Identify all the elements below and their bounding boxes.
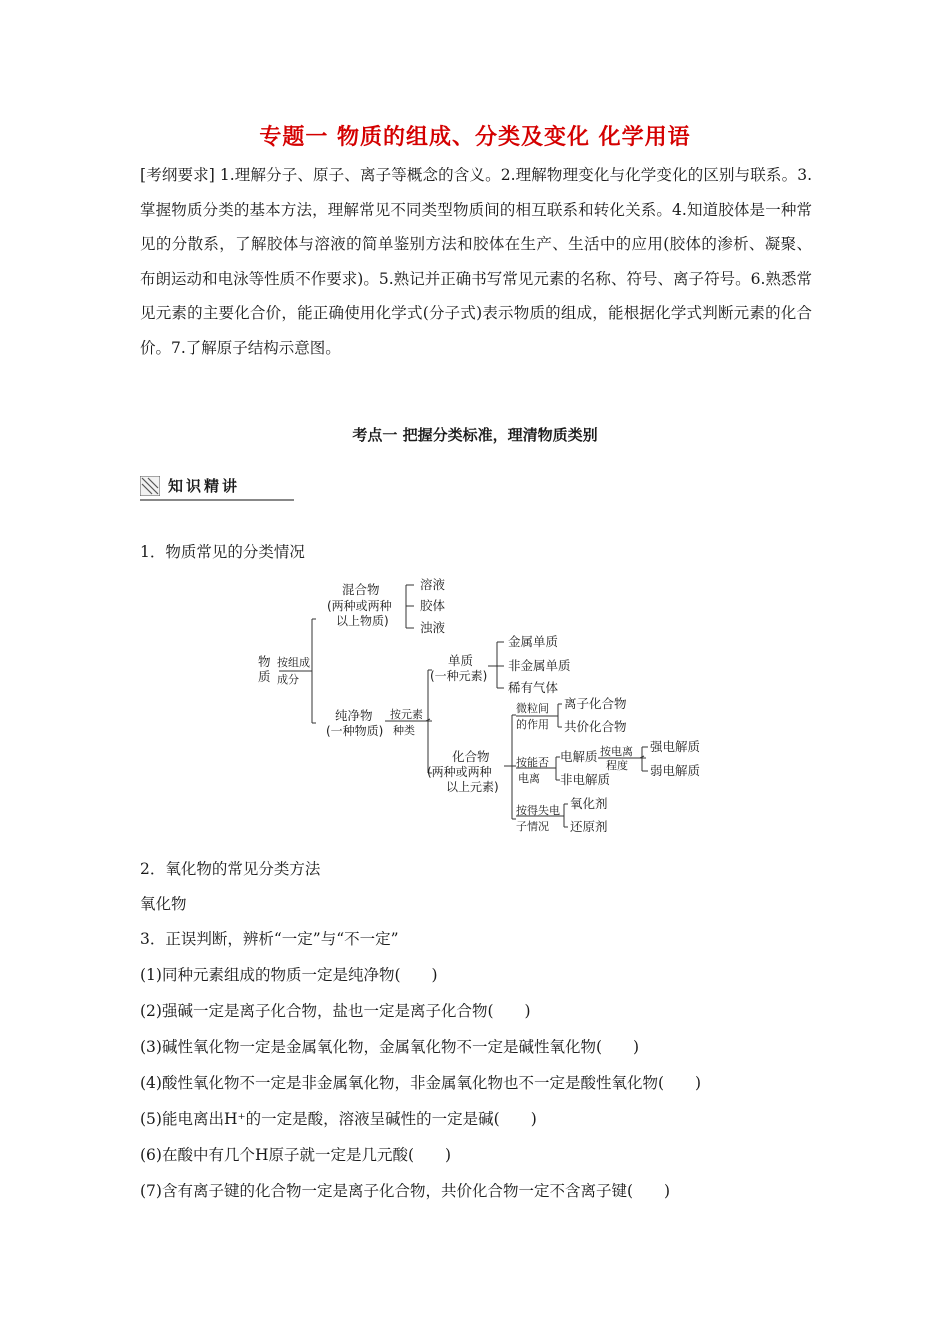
node-reductant: 还原剂 (570, 819, 608, 834)
section-heading: 考点一 把握分类标准，理清物质类别 (352, 426, 598, 444)
node-electrolyte: 电解质 (560, 749, 598, 764)
node-compound-note-top: (两种或两种 (427, 765, 492, 779)
statement-6: (6)在酸中有几个H原子就一定是几元酸( ) (140, 1146, 452, 1164)
syllabus-requirements: [考纲要求] 1.理解分子、原子、离子等概念的含义。2.理解物理变化与化学变化的区别与联系。3.掌握物质分类的基本方法，理解常见不同类型物质间的相互联系和转化关系。4.知道胶体是一种常见的分散系，了解胶体与溶液的简单鉴别方法和胶体在生产、生活中的应用(胶体的渗析、凝聚、布朗运动和电泳等性质不作要求)。5.熟记并正确书写常见元素的名称、符号、离子符号。6.熟悉常见元素的主要化合价，能正确使用化学式(分子式)表示物质的组成，能根据化学式判断元素的化合价。7.了解原子结构示意图。 (140, 166, 812, 357)
item-3-title: 3．正误判断，辨析“一定”与“不一定” (140, 930, 399, 948)
node-solution: 溶液 (420, 577, 446, 592)
statement-5: (5)能电离出H⁺的一定是酸，溶液呈碱性的一定是碱( ) (140, 1110, 537, 1128)
node-compound-note-bottom: 以上元素) (446, 780, 499, 794)
node-strong-electrolyte: 强电解质 (650, 739, 701, 754)
item-2-title: 2．氧化物的常见分类方法 (140, 860, 321, 878)
statement-1: (1)同种元素组成的物质一定是纯净物( ) (140, 966, 438, 984)
statement-7: (7)含有离子键的化合物一定是离子化合物，共价化合物一定不含离子键( ) (140, 1182, 671, 1200)
node-noble-gas: 稀有气体 (508, 680, 559, 695)
item-2-body: 氧化物 (140, 895, 187, 913)
node-pure-note: (一种物质) (326, 724, 384, 738)
node-nonelectrolyte: 非电解质 (560, 772, 611, 787)
node-pure-substance: 纯净物 (335, 708, 373, 723)
label-by-ionization-top: 按能否 (516, 756, 549, 769)
label-by-element-bottom: 种类 (393, 724, 415, 737)
badge-underline (140, 499, 294, 501)
node-ionic-compound: 离子化合物 (564, 696, 627, 711)
badge-label: 知识精讲 (168, 477, 241, 495)
node-colloid: 胶体 (420, 598, 446, 613)
label-by-degree-bottom: 程度 (606, 759, 628, 772)
label-by-electron-bottom: 子情况 (516, 820, 549, 833)
label-by-particle-top: 微粒间 (516, 702, 549, 715)
page-title: 专题一 物质的组成、分类及变化 化学用语 (259, 125, 691, 150)
label-by-composition-top: 按组成 (277, 656, 310, 669)
label-by-electron-top: 按得失电 (516, 804, 560, 817)
label-by-ionization-bottom: 电离 (518, 772, 540, 785)
node-mixture: 混合物 (342, 582, 380, 597)
diagonal-stripe-icon (140, 476, 160, 496)
node-simple-substance: 单质 (448, 653, 474, 668)
node-suspension: 浊液 (420, 620, 446, 635)
node-matter-top: 物 (258, 654, 271, 669)
knowledge-badge (140, 474, 294, 501)
label-by-degree-top: 按电离 (600, 745, 633, 758)
node-oxidant: 氧化剂 (570, 796, 608, 811)
node-mixture-note-top: (两种或两种 (327, 599, 392, 613)
label-by-particle-bottom: 的作用 (516, 718, 549, 731)
label-by-element-top: 按元素 (390, 708, 423, 721)
node-metal-simple: 金属单质 (508, 634, 559, 649)
node-compound: 化合物 (452, 749, 490, 764)
statement-3: (3)碱性氧化物一定是金属氧化物，金属氧化物不一定是碱性氧化物( ) (140, 1038, 640, 1056)
statement-2: (2)强碱一定是离子化合物，盐也一定是离子化合物( ) (140, 1002, 531, 1020)
node-weak-electrolyte: 弱电解质 (650, 763, 701, 778)
node-matter-bottom: 质 (258, 669, 271, 684)
node-simple-note: (一种元素) (430, 669, 488, 683)
node-covalent-compound: 共价化合物 (564, 719, 627, 734)
node-mixture-note-bottom: 以上物质) (336, 614, 389, 628)
statement-4: (4)酸性氧化物不一定是非金属氧化物，非金属氧化物也不一定是酸性氧化物( ) (140, 1074, 702, 1092)
item-1-title: 1．物质常见的分类情况 (140, 543, 305, 561)
node-nonmetal-simple: 非金属单质 (508, 658, 571, 673)
label-by-composition-bottom: 成分 (277, 673, 299, 686)
classification-diagram (240, 570, 710, 838)
